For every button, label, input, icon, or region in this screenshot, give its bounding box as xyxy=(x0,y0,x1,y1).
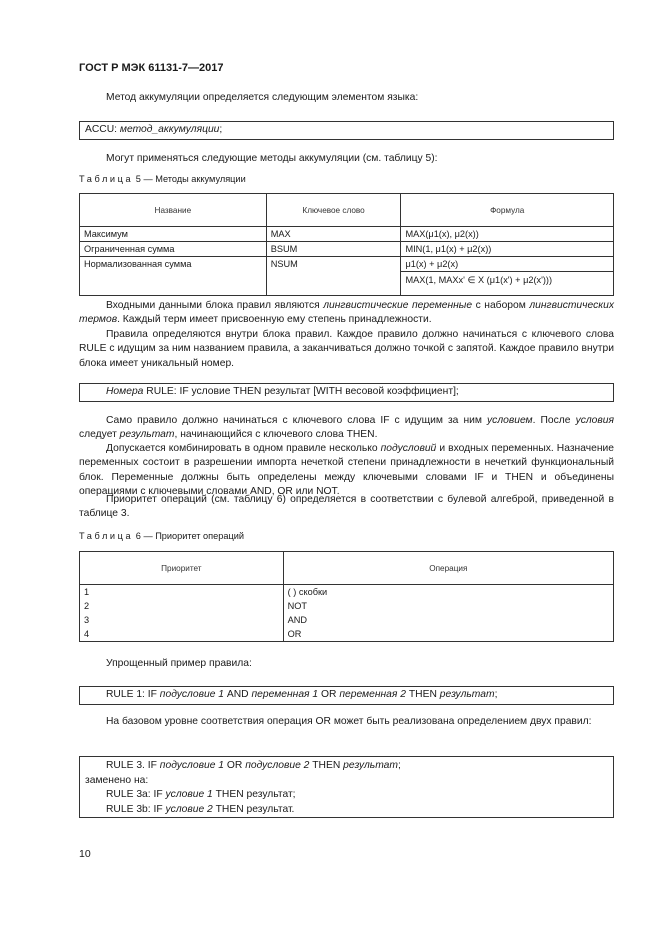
rule3a-italic: условие 1 xyxy=(165,789,213,800)
table5 xyxy=(79,193,614,296)
rule3-text: THEN xyxy=(309,760,344,771)
rule3-box xyxy=(79,756,614,818)
formula-denominator: MAX(1, MAXx' ∈ X (μ1(x') + μ2(x'))) xyxy=(405,275,553,285)
p5-text: следует xyxy=(79,429,120,441)
table5-cell-keyword: BSUM xyxy=(266,242,401,257)
table5-cell-formula xyxy=(401,257,614,296)
table5-cell-name: Ограниченная сумма xyxy=(80,242,267,257)
example-rule-box xyxy=(79,686,614,705)
rule3-text: OR xyxy=(224,760,246,771)
accu-method: метод_аккумуляции xyxy=(119,124,220,135)
p5-italic: условием xyxy=(487,415,533,426)
rule3b-text: RULE 3b: IF xyxy=(106,803,166,815)
p5-text: , начинающийся с ключевого слова THEN. xyxy=(174,429,378,441)
ex-italic: результат xyxy=(439,689,495,700)
p6-text: Допускается комбинировать в одном правиле несколько xyxy=(106,443,381,454)
table6-cell-operation: AND xyxy=(283,613,613,627)
table6-row xyxy=(80,613,614,627)
table6-cell-priority: 3 xyxy=(80,613,284,627)
document-header: ГОСТ Р МЭК 61131-7—2017 xyxy=(79,62,224,74)
rule3-line xyxy=(85,759,608,774)
paragraph-inputs xyxy=(79,299,614,328)
table5-cell-keyword: NSUM xyxy=(266,257,401,296)
table6-cell-operation: OR xyxy=(283,627,613,642)
table5-row xyxy=(80,227,614,242)
table6-header-row xyxy=(80,552,614,585)
table6-row xyxy=(80,627,614,642)
paragraph-subconditions xyxy=(79,442,614,499)
p3-text: Входными данными блока правил являются xyxy=(106,300,324,311)
p3-italic: лингвистические переменные xyxy=(323,300,473,311)
ex-italic: переменная 1 xyxy=(251,689,319,700)
table6-caption-word: Таблица xyxy=(79,531,134,541)
p3-text: . Каждый терм имеет присвоенную ему степень принадлежности. xyxy=(117,314,432,326)
paragraph-example-intro: Упрощенный пример правила: xyxy=(106,658,252,669)
table5-header-name: Название xyxy=(80,194,267,227)
table5-header-row xyxy=(80,194,614,227)
p6-text: и входных переменных. Назначение переменных состоит в разрешении импорта нечеткой степени принадлежности в нечеткий функциональный блок. Переменные должны быть определены между ключевыми словами IF и THEN и объединены операциями с ключевыми словами AND, OR или NOT. xyxy=(79,443,614,497)
table6-header-operation: Операция xyxy=(283,552,613,585)
accu-tail: ; xyxy=(219,124,223,135)
table5-caption xyxy=(79,174,246,184)
table6-cell-operation: NOT xyxy=(283,599,613,613)
accu-syntax-box xyxy=(79,121,614,140)
table6 xyxy=(79,551,614,642)
page-number: 10 xyxy=(79,848,91,860)
table6-cell-priority: 1 xyxy=(80,585,284,600)
rule-syntax-text: RULE: IF условие THEN результат [WITH весовой коэффициент]; xyxy=(143,386,459,397)
table5-row xyxy=(80,242,614,257)
formula-numerator: μ1(x) + μ2(x) xyxy=(401,257,613,272)
ex-text: OR xyxy=(318,689,340,700)
table6-caption-text: 6 — Приоритет операций xyxy=(133,531,244,541)
rule3-italic: подусловие 1 xyxy=(159,760,225,771)
table5-row xyxy=(80,257,614,296)
table5-cell-keyword: MAX xyxy=(266,227,401,242)
rule3-italic: результат xyxy=(343,760,398,771)
paragraph-priority: Приоритет операций (см. таблицу 6) определяется в соответствии с булевой алгеброй, приведенной в таблице 3. xyxy=(79,494,614,520)
rule3-replaced-line: заменено на: xyxy=(85,774,149,786)
table5-cell-formula: MAX(μ1(x), μ2(x)) xyxy=(401,227,614,242)
table5-cell-name: Нормализованная сумма xyxy=(80,257,267,296)
rule3-text: ; xyxy=(397,760,401,771)
ex-text: THEN xyxy=(406,689,440,700)
rule3a-line xyxy=(85,788,608,803)
rule3b-text: THEN результат. xyxy=(212,803,295,815)
rule-number-italic: Номера xyxy=(106,386,144,397)
p3-text: с набором xyxy=(472,300,530,311)
rule-syntax-box xyxy=(79,383,614,402)
table6-cell-operation: ( ) скобки xyxy=(283,585,613,600)
table5-cell-formula: MIN(1, μ1(x) + μ2(x)) xyxy=(401,242,614,257)
table5-header-keyword: Ключевое слово xyxy=(266,194,401,227)
paragraph-methods-intro: Могут применяться следующие методы аккумуляции (см. таблицу 5): xyxy=(106,153,438,164)
rule3b-line xyxy=(85,803,608,818)
paragraph-or-rules: На базовом уровне соответствия операция OR может быть реализована определением двух правил: xyxy=(106,716,592,727)
ex-italic: переменная 2 xyxy=(339,689,406,700)
paragraph-rules-defined: Правила определяются внутри блока правил. Каждое правило должно начинаться с ключевого слова RULE с идущим за ним названием правила, а заканчиваться должно точкой с запятой. Каждое правило внутри блока имеет уникальный номер. xyxy=(79,329,614,369)
rule3-italic: подусловие 2 xyxy=(245,760,310,771)
rule3a-text: RULE 3a: IF xyxy=(106,789,166,800)
ex-italic: подусловие 1 xyxy=(159,689,225,700)
table5-cell-name: Максимум xyxy=(80,227,267,242)
paragraph-rule-start xyxy=(79,414,614,443)
p6-italic: подусловий xyxy=(380,443,437,454)
table6-cell-priority: 4 xyxy=(80,627,284,642)
rule3a-text: THEN результат; xyxy=(212,789,296,800)
p5-text: . После xyxy=(532,415,576,426)
accu-keyword: ACCU: xyxy=(85,124,120,135)
table6-row xyxy=(80,585,614,600)
rule3-text: RULE 3. IF xyxy=(106,760,160,771)
table6-cell-priority: 2 xyxy=(80,599,284,613)
table6-header-priority: Приоритет xyxy=(80,552,284,585)
table6-row xyxy=(80,599,614,613)
paragraph-accu-intro: Метод аккумуляции определяется следующим элементом языка: xyxy=(106,92,419,103)
rule3b-italic: условие 2 xyxy=(165,803,213,815)
p5-italic: условия xyxy=(575,415,615,426)
p3-italic: лингвистических термов xyxy=(79,300,614,326)
p5-text: Само правило должно начинаться с ключевого слова IF с идущим за ним xyxy=(106,415,488,426)
table6-caption xyxy=(79,531,244,541)
table5-caption-word: Таблица xyxy=(79,174,134,184)
table5-caption-text: 5 — Методы аккумуляции xyxy=(133,174,246,184)
p5-italic: результат xyxy=(119,429,175,441)
table5-header-formula: Формула xyxy=(401,194,614,227)
ex-text: RULE 1: IF xyxy=(106,689,160,700)
ex-text: AND xyxy=(224,689,252,700)
ex-text: ; xyxy=(494,689,498,700)
